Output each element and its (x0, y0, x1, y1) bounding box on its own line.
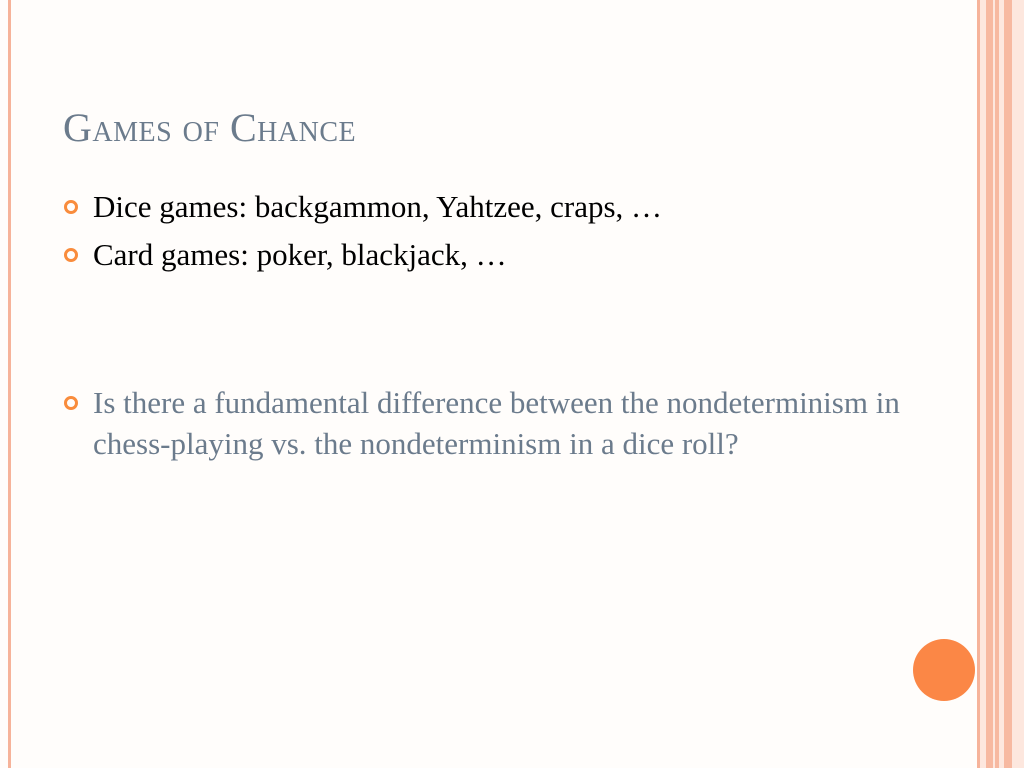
bullet-circle-icon (64, 200, 78, 214)
bullet-list (64, 186, 944, 464)
slide-title: Games of Chance (63, 105, 357, 150)
bullet-item (64, 382, 944, 464)
right-stripe (986, 0, 993, 768)
bullet-text: Dice games: backgammon, Yahtzee, craps, … (93, 189, 663, 224)
bullet-circle-icon (64, 248, 78, 262)
left-frame-border (8, 0, 11, 768)
bullet-text: Is there a fundamental difference between the nondeterminism in chess-playing vs. the nondeterminism in a dice roll? (93, 385, 900, 461)
orange-circle-decoration (913, 639, 975, 701)
bullet-circle-icon (64, 396, 78, 410)
bullet-text: Card games: poker, blackjack, … (93, 237, 507, 272)
bullet-item (64, 186, 944, 227)
right-stripe (1004, 0, 1012, 768)
right-stripe (1012, 0, 1024, 768)
bullet-item (64, 234, 944, 275)
